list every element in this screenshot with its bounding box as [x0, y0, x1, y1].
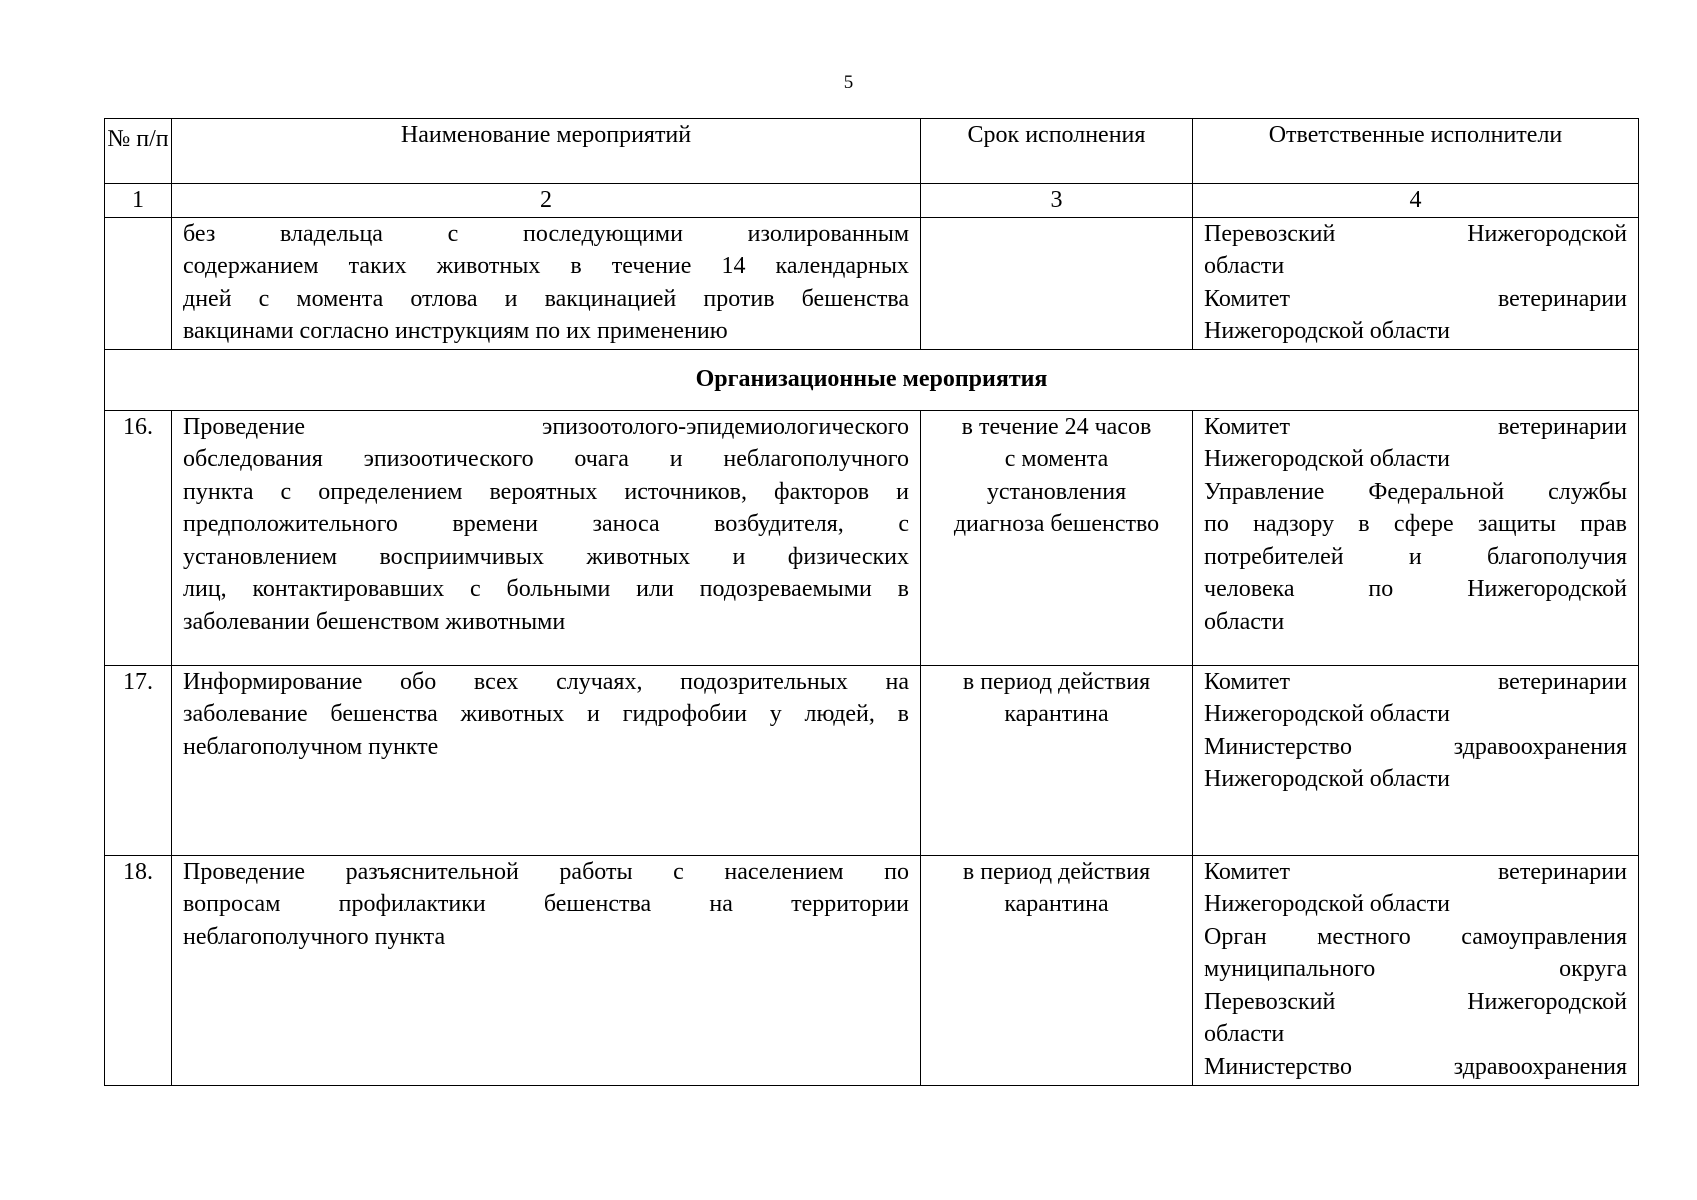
text-line: Нижегородской области — [1204, 766, 1451, 792]
text-line: потребителей и благополучия — [1204, 543, 1627, 570]
text-line: вакцинами согласно инструкциям по их применению — [183, 318, 728, 344]
table-row — [105, 410, 1639, 665]
term — [921, 665, 1193, 855]
text-line: Информирование обо всех случаях, подозрительных на — [183, 668, 909, 695]
text-line: заболевании бешенством животными — [183, 608, 566, 635]
text-line: Проведение разъяснительной работы с населением по — [183, 858, 909, 885]
text-line: Нижегородской области — [1204, 701, 1451, 727]
row-number: 16. — [105, 410, 172, 665]
text-line: Министерство здравоохранения — [1204, 733, 1627, 760]
text-line: Комитет ветеринарии — [1204, 668, 1627, 695]
text-line: в период действия — [962, 668, 1151, 695]
text-line: человека по Нижегородской — [1204, 576, 1627, 602]
column-number: 3 — [921, 184, 1193, 218]
text-line: предположительного времени заноса возбудителя, с — [183, 511, 909, 537]
text-line: лиц, контактировавших с больными или подозреваемыми в — [183, 576, 909, 602]
text-line: Комитет ветеринарии — [1204, 285, 1627, 312]
column-number: 4 — [1193, 184, 1639, 218]
text-line: Проведение эпизоотолого-эпидемиологического — [183, 413, 909, 440]
text-line: неблагополучного пункта — [183, 923, 446, 950]
text-line: в течение 24 часов — [961, 413, 1152, 440]
text-line: Перевозский Нижегородской — [1204, 988, 1627, 1015]
text-line: дней с момента отлова и вакцинацией против бешенства — [183, 285, 909, 312]
header-term: Срок исполнения — [921, 119, 1193, 184]
row-number: 17. — [105, 665, 172, 855]
text-line: Нижегородской области — [1204, 891, 1451, 917]
table-row-continuation — [105, 217, 1639, 349]
term — [921, 217, 1193, 349]
responsible — [1193, 410, 1639, 665]
text-line: области — [1204, 253, 1285, 279]
text-line: Министерство здравоохранения — [1204, 1053, 1627, 1080]
column-number: 1 — [105, 184, 172, 218]
text-line: Комитет ветеринарии — [1204, 413, 1627, 440]
column-numbers-row — [105, 184, 1639, 218]
table-header-row — [105, 119, 1639, 184]
text-line: Нижегородской области — [1204, 318, 1451, 344]
header-activity-name: Наименование мероприятий — [172, 119, 921, 184]
text-line: пункта с определением вероятных источников, факторов и — [183, 478, 909, 505]
responsible — [1193, 855, 1639, 1085]
text-line: по надзору в сфере защиты прав — [1204, 511, 1627, 537]
text-line: с момента — [1004, 446, 1109, 472]
text-line: диагноза бешенство — [953, 511, 1160, 537]
text-line: области — [1204, 608, 1285, 635]
text-line: области — [1204, 1021, 1285, 1047]
row-number — [105, 217, 172, 349]
text-line: вопросам профилактики бешенства на территории — [183, 891, 909, 917]
section-header-row — [105, 349, 1639, 410]
term — [921, 855, 1193, 1085]
text-line: обследования эпизоотического очага и неблагополучного — [183, 446, 909, 472]
row-number: 18. — [105, 855, 172, 1085]
term — [921, 410, 1193, 665]
activity-name — [172, 665, 921, 855]
table-row — [105, 665, 1639, 855]
responsible — [1193, 217, 1639, 349]
text-line: Перевозский Нижегородской — [1204, 220, 1627, 247]
activity-name — [172, 217, 921, 349]
text-line: установлением восприимчивых животных и физических — [183, 543, 909, 570]
text-line: Орган местного самоуправления — [1204, 923, 1627, 950]
text-line: без владельца с последующими изолированным — [183, 220, 909, 247]
activity-name — [172, 855, 921, 1085]
text-line: Комитет ветеринарии — [1204, 858, 1627, 885]
header-responsible: Ответственные исполнители — [1193, 119, 1639, 184]
text-line: в период действия — [962, 858, 1151, 885]
header-number: № п/п — [105, 119, 172, 184]
text-line: Нижегородской области — [1204, 446, 1451, 472]
text-line: неблагополучном пункте — [183, 733, 439, 760]
text-line: установления — [986, 478, 1127, 505]
activity-name — [172, 410, 921, 665]
column-number: 2 — [172, 184, 921, 218]
text-line: содержанием таких животных в течение 14 календарных — [183, 253, 909, 279]
page-number: 5 — [843, 72, 854, 93]
text-line: муниципального округа — [1204, 956, 1627, 982]
responsible — [1193, 665, 1639, 855]
text-line: Управление Федеральной службы — [1204, 478, 1627, 505]
table-row — [105, 855, 1639, 1085]
text-line: карантина — [1004, 891, 1109, 917]
text-line: заболевание бешенства животных и гидрофобии у людей, в — [183, 701, 909, 727]
text-line: карантина — [1004, 701, 1109, 727]
activities-table — [104, 118, 1639, 1086]
section-title: Организационные мероприятия — [105, 349, 1639, 410]
